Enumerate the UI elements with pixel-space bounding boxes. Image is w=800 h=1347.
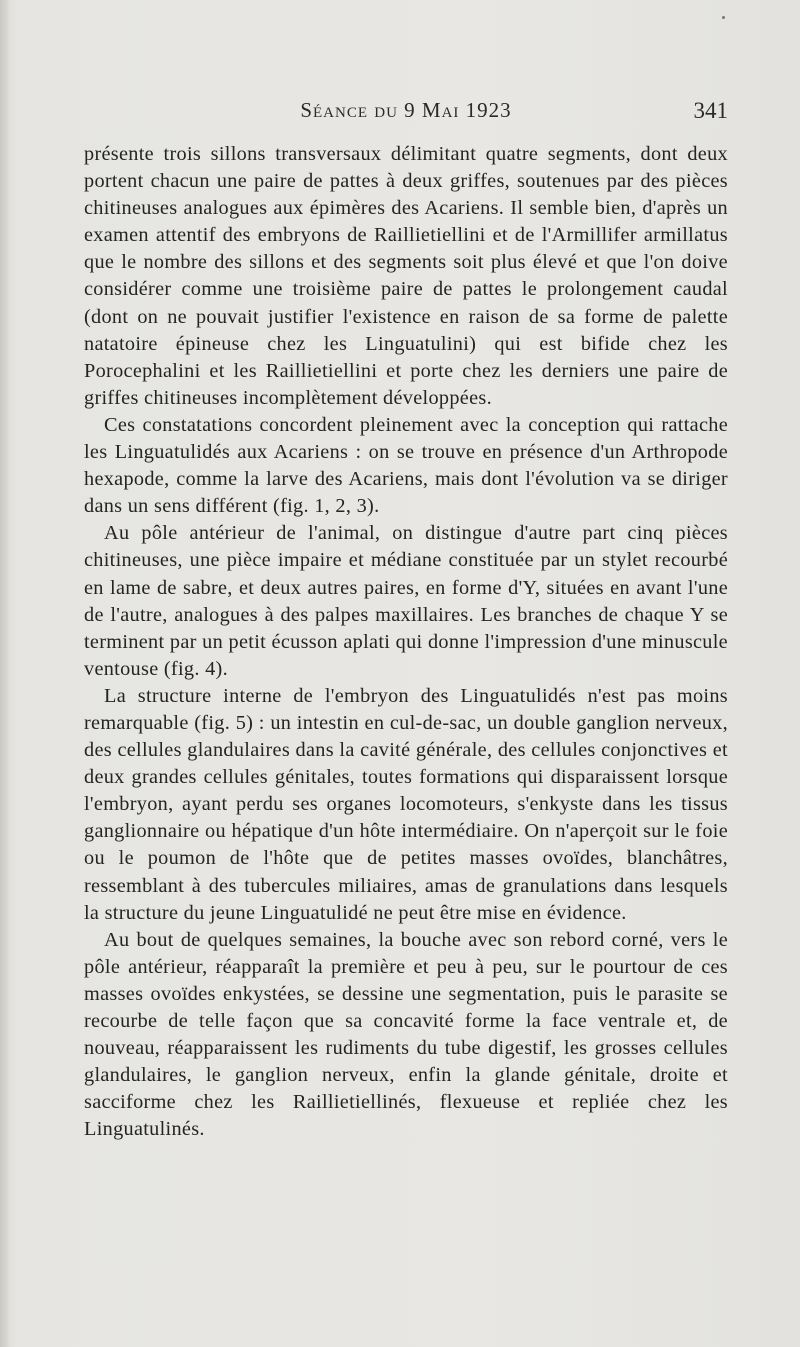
paragraph-3: Au pôle antérieur de l'animal, on distingue d'autre part cinq pièces chitineuses, une pièce impaire et médiane constituée par un stylet recourbé en lame de sabre, et deux autres paires, en forme d'Y, situées en avant l'une de l'autre, analogues à des palpes maxillaires. Les branches de chaque Y se terminent par un petit écusson aplati qui donne l'impression d'une minuscule ventouse (fig. 4). (84, 522, 728, 680)
paragraph-5: Au bout de quelques semaines, la bouche avec son rebord corné, vers le pôle antérieur, réapparaît la première et peu à peu, sur le pourtour de ces masses ovoïdes enkystées, se dessine une segmentation, puis le parasite se recourbe de telle façon que sa concavité forme la face ventrale et, de nouveau, réapparaissent les rudiments du tube digestif, les grosses cellules glandulaires, le ganglion nerveux, enfin la glande génitale, droite et sacciforme chez les Raillietiellinés, flexueuse et repliée chez les Linguatulinés. (84, 928, 728, 1141)
paragraph-4: La structure interne de l'embryon des Linguatulidés n'est pas moins remarquable (fig. 5) : un intestin en cul-de-sac, un double ganglion nerveux, des cellules glandulaires dans la cavité générale, des cellules conjonctives et deux grandes cellules génitales, toutes formations qui disparaissent lorsque l'embryon, ayant perdu ses organes locomoteurs, s'enkyste dans les tissus ganglionnaire ou hépatique d'un hôte intermédiaire. On n'aperçoit sur le foie ou le poumon de l'hôte que de petites masses ovoïdes, blanchâtres, ressemblant à des tubercules miliaires, amas de granulations dans lesquels la structure du jeune Linguatulidé ne peut être mise en évidence. (84, 684, 728, 924)
paragraph-2: Ces constatations concordent pleinement avec la conception qui rattache les Linguatulidés aux Acariens : on se trouve en présence d'un Arthropode hexapode, comme la larve des Acariens, mais dont l'évolution va se diriger dans un sens différent (fig. 1, 2, 3). (84, 413, 728, 518)
page-header (84, 96, 728, 130)
ink-speck (722, 16, 725, 19)
page-edge-shadow (0, 0, 10, 1347)
paragraph-1: présente trois sillons transversaux délimitant quatre segments, dont deux portent chacun une paire de pattes à deux griffes, soutenues par des pièces chitineuses analogues aux épimères des Acariens. Il semble bien, d'après un examen attentif des embryons de Raillietiellini et de l'Armillifer armillatus que le nombre des sillons et des segments soit plus élevé et que l'on doive considérer comme une troisième paire de pattes le prolongement caudal (dont on ne pouvait justifier l'existence en raison de sa forme de palette natatoire épineuse chez les Linguatulini) qui est bifide chez les Porocephalini et les Raillietiellini et porte chez les derniers une paire de griffes chitineuses incomplètement développées. (84, 143, 728, 409)
running-head: Séance du 9 Mai 1923 (300, 98, 512, 122)
page-number: 341 (693, 98, 728, 123)
body-text (84, 141, 728, 1143)
